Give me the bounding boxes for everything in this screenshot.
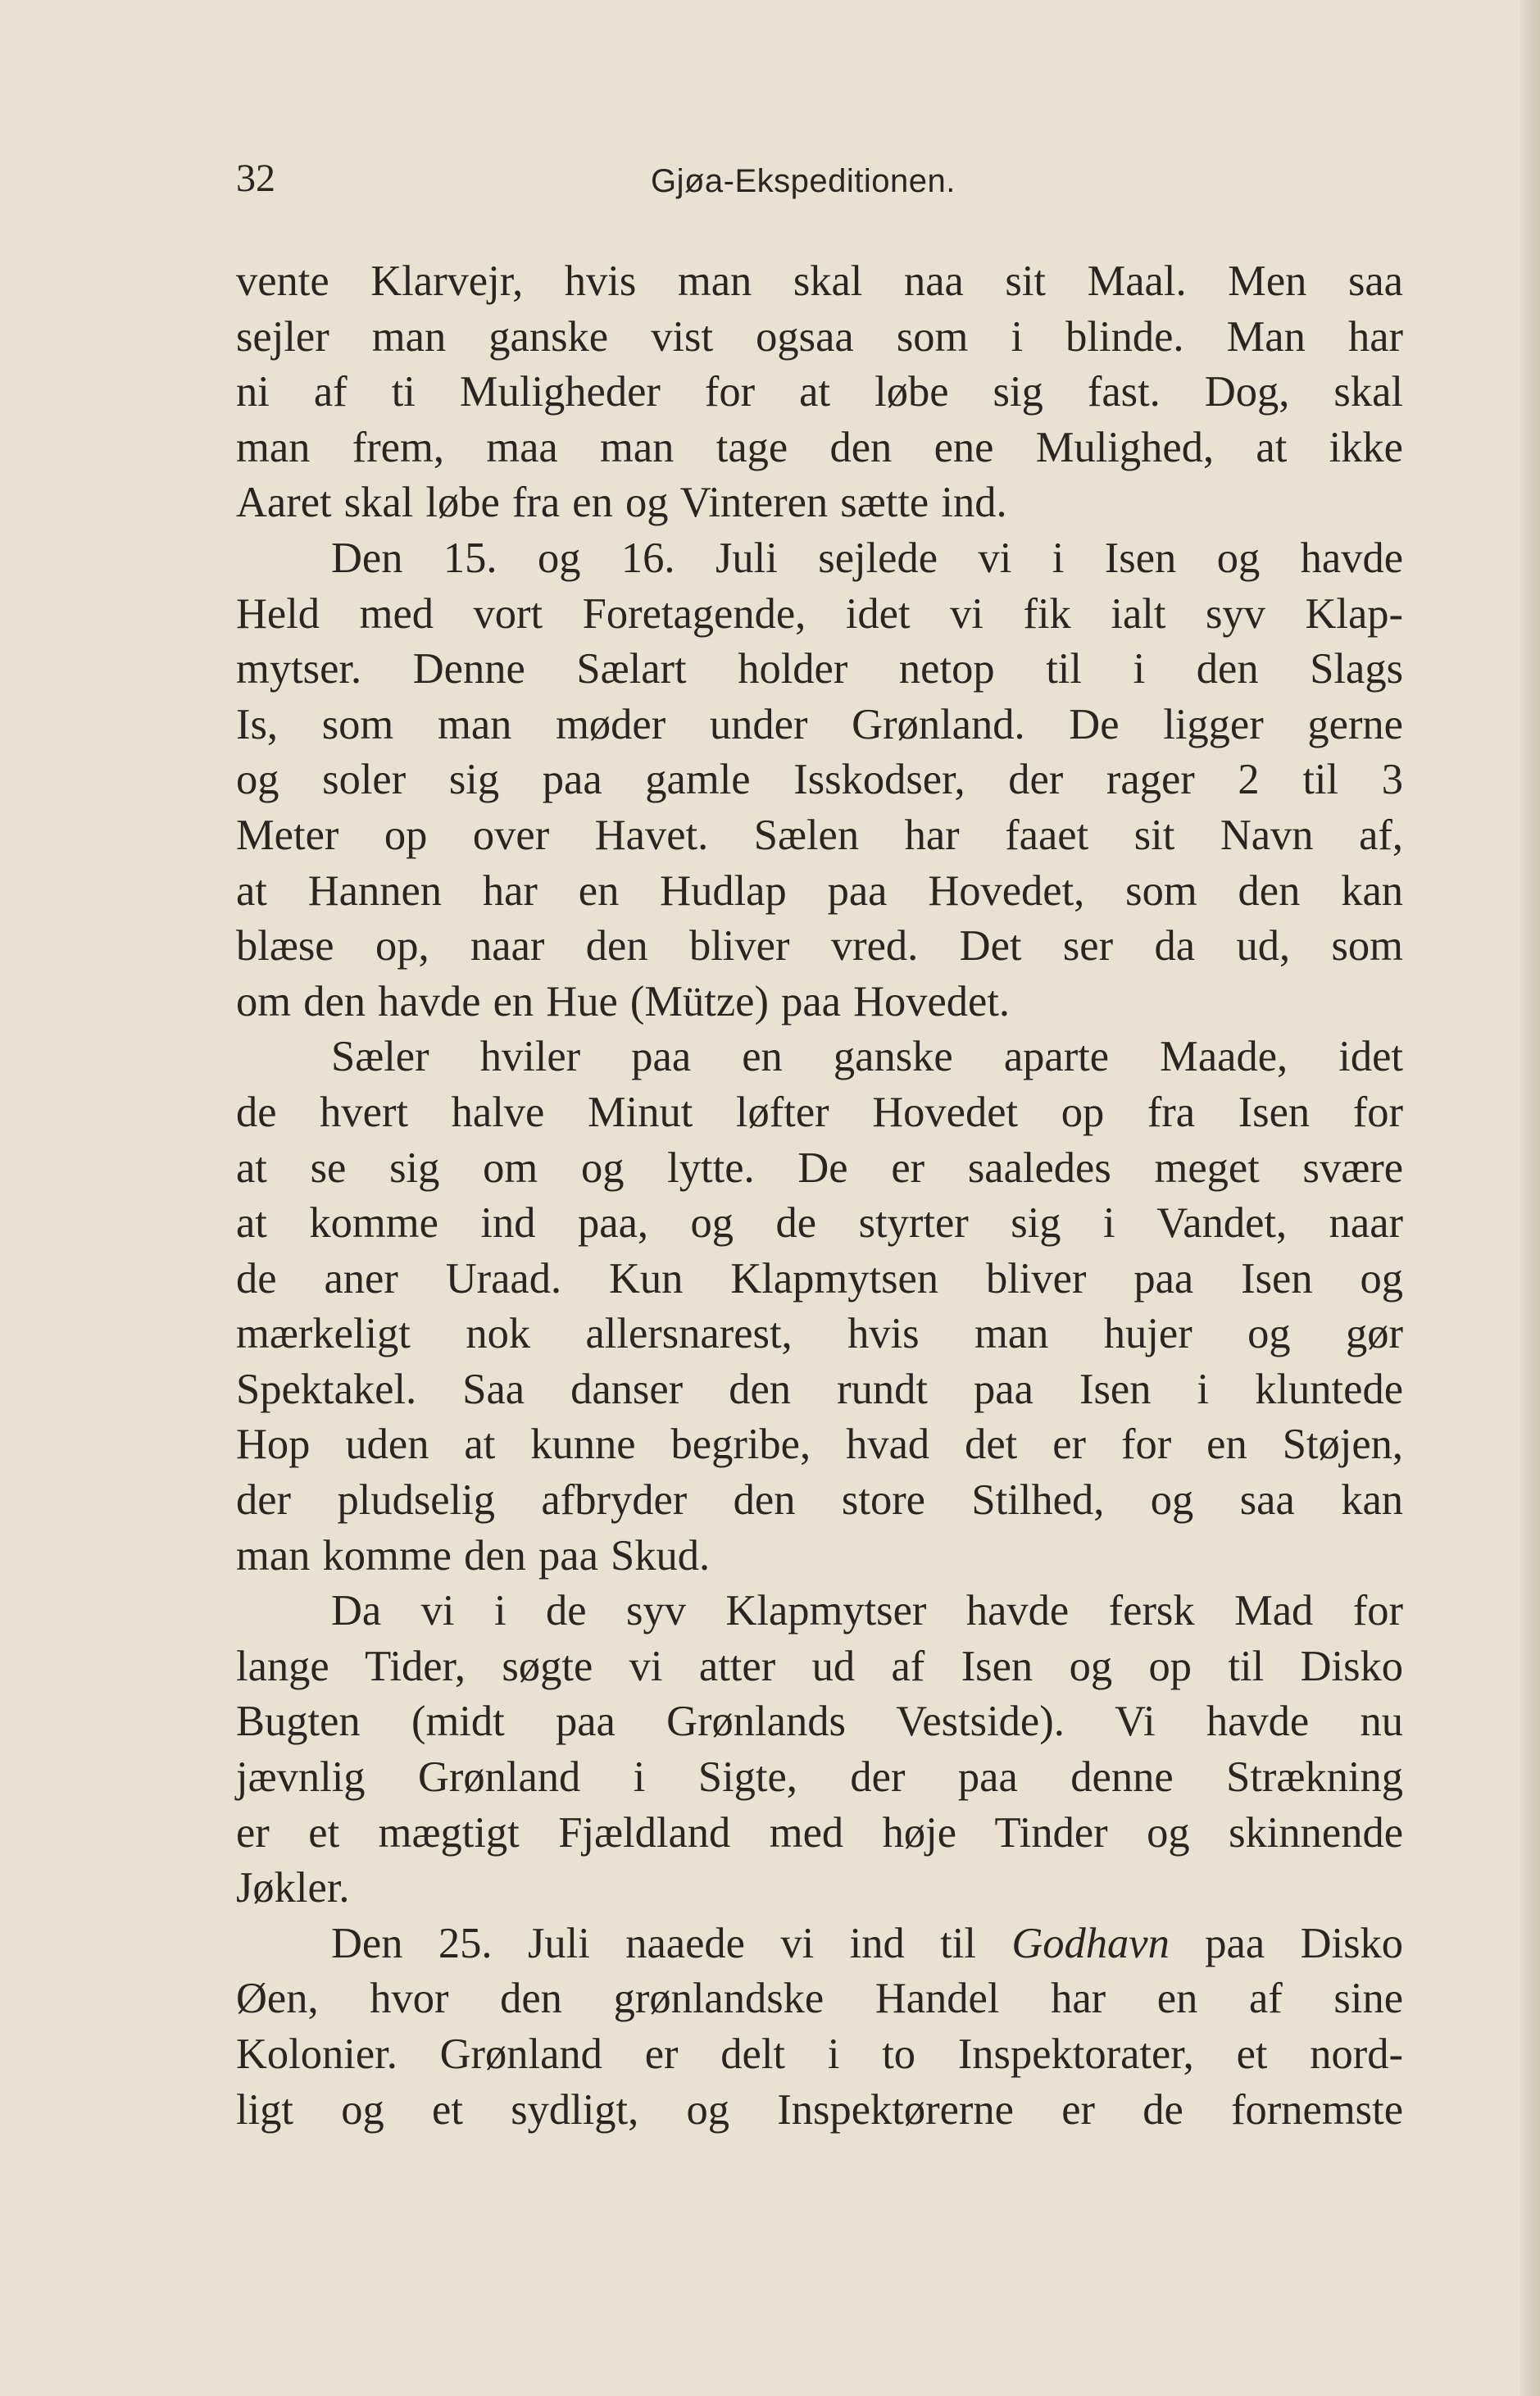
text-line: Is, som man møder under Grønland. De ligger gerne	[236, 700, 1403, 748]
text-line: at se sig om og lytte. De er saaledes meget svære	[236, 1143, 1403, 1192]
text-line: jævnlig Grønland i Sigte, der paa denne Strækning	[236, 1753, 1403, 1802]
text-line: Aaret skal løbe fra en og Vinteren sætte ind.	[236, 479, 1007, 527]
text-line: Den 15. og 16. Juli sejlede vi i Isen og havde	[331, 534, 1403, 582]
running-header	[236, 156, 1416, 205]
text-line: om den havde en Hue (Mütze) paa Hovedet.	[236, 977, 1011, 1025]
text-line: at Hannen har en Hudlap paa Hovedet, som den kan	[236, 866, 1403, 915]
text-line: de hvert halve Minut løfter Hovedet op fra Isen for	[236, 1088, 1403, 1136]
text-line: Da vi i de syv Klapmytser havde fersk Mad for	[331, 1587, 1403, 1635]
text-fragment: paa Disko	[1205, 1919, 1403, 1967]
text-line: Sæler hviler paa en ganske aparte Maade, idet	[331, 1033, 1403, 1081]
text-line: at komme ind paa, og de styrter sig i Vandet, naar	[236, 1199, 1403, 1248]
text-line: ligt og et sydligt, og Inspektørerne er de fornemste	[236, 2085, 1403, 2134]
text-line: Jøkler.	[236, 1864, 350, 1912]
text-line: Spektakel. Saa danser den rundt paa Isen i kluntede	[236, 1365, 1403, 1413]
text-line: der pludselig afbryder den store Stilhed, og saa kan	[236, 1476, 1403, 1525]
text-line: vente Klarvejr, hvis man skal naa sit Maal. Men saa	[236, 257, 1403, 305]
page-number: 32	[236, 157, 275, 200]
running-title: Gjøa-Ekspeditionen.	[651, 163, 956, 199]
text-line	[236, 1916, 1403, 1972]
paragraph	[236, 1584, 1403, 1916]
text-line: Kolonier. Grønland er delt i to Inspektorater, et nord-	[236, 2030, 1403, 2078]
text-line: sejler man ganske vist ogsaa som i blinde. Man har	[236, 312, 1403, 361]
text-line: lange Tider, søgte vi atter ud af Isen og op til Disko	[236, 1642, 1403, 1690]
text-line: de aner Uraad. Kun Klapmytsen bliver paa Isen og	[236, 1254, 1403, 1303]
text-line: Held med vort Foretagende, idet vi fik ialt syv Klap-	[236, 589, 1403, 638]
page-edge-shadow	[1520, 0, 1540, 2396]
paragraph	[236, 254, 1403, 531]
text-fragment: Den 25. Juli naaede vi ind til	[331, 1919, 976, 1967]
italic-place-name: Godhavn	[1011, 1919, 1170, 1967]
text-line: man komme den paa Skud.	[236, 1531, 711, 1580]
text-line: er et mægtigt Fjældland med høje Tinder og skinnende	[236, 1808, 1403, 1857]
text-line: ni af ti Muligheder for at løbe sig fast. Dog, skal	[236, 368, 1403, 416]
text-line: Øen, hvor den grønlandske Handel har en af sine	[236, 1975, 1403, 2023]
text-line: og soler sig paa gamle Isskodser, der rager 2 til 3	[236, 756, 1403, 804]
text-line: mytser. Denne Sælart holder netop til i den Slags	[236, 645, 1403, 693]
text-line: Hop uden at kunne begribe, hvad det er for en Støjen,	[236, 1421, 1403, 1469]
paragraph	[236, 531, 1403, 1030]
text-line: blæse op, naar den bliver vred. Det ser da ud, som	[236, 922, 1403, 971]
text-line: Meter op over Havet. Sælen har faaet sit Navn af,	[236, 811, 1403, 859]
text-line: man frem, maa man tage den ene Mulighed, at ikke	[236, 423, 1403, 471]
text-line: Bugten (midt paa Grønlands Vestside). Vi havde nu	[236, 1698, 1403, 1746]
text-line: mærkeligt nok allersnarest, hvis man hujer og gør	[236, 1310, 1403, 1358]
paragraph	[236, 1916, 1403, 2138]
paragraph	[236, 1030, 1403, 1584]
body-text	[236, 254, 1403, 2138]
